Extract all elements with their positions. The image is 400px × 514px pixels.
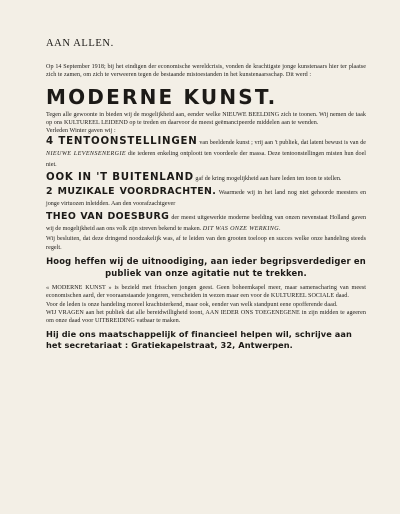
manifest-line-1: Hoog heffen wij de uitnoodiging, aan ieder begripsverdediger en — [46, 256, 366, 267]
paragraph-last-winter: Verleden Winter gaven wij : — [46, 128, 116, 135]
item-doesburg-italic: DIT WAS ONZE WERKING. — [202, 226, 281, 233]
item-abroad-text: gaf de kring mogelijkheid aan hare leden ten toon te stellen. — [195, 176, 342, 183]
manifest-line-2: publiek van onze agitatie nut te trekken. — [105, 267, 307, 278]
item-exhibitions — [46, 136, 366, 171]
intro-paragraph: Op 14 September 1918; bij het eindigen der economische wereldcrisis, vonden de krachtigste jonge kunstenaars hier ter plaatse zich te zamen, om zich te verweeren tegen de bestaande mistoestanden in het kunstenaarsschap. Dit werd : — [46, 64, 366, 79]
item-abroad-lead: OOK IN 'T BUITENLAND — [46, 172, 194, 184]
paragraph-request: WIJ VRAGEN aan het publiek dat alle bereidwilligheid toont, AAN IEDER ONS TOEGENEGENE in zijn midden te ageeren om onze daad voor UITBREIDING vatbaar te maken. — [46, 309, 366, 325]
paragraph-spirit: « MODERNE KUNST » is bezield met frisschen jongen geest. Geen boheemkapel meer, maar samenscharing van meest economischen aard, der vooraanstaande jongeren, verscheiden in wezen maar een voor de KULTUREEL SOCIALE daad. — [46, 285, 366, 300]
greeting-heading: AAN ALLEN. — [46, 38, 114, 49]
paragraph-mission: Tegen alle gewoonte in bieden wij de mogelijkheid aan, eender welke NIEUWE BEELDING zich te toonen. Wij nemen de taak op ons KULTUREEL LEIDEND op te treden en daarvoor de meest geëmancipeerde middelen aan te wenden. — [46, 111, 366, 126]
paragraph-members: Voor de leden is onze handeling moreel krachtsterkend, maar ook, eender van welk standpunt eene opofferende daad. — [46, 301, 338, 308]
paragraph-conclusion: Wij besluiten, dat deze dringend noodzakelijk was, af te leiden van den grooten toeloop en succes welke onze handeling steeds regelt. — [46, 236, 366, 251]
item-exhibitions-lead: 4 TENTOONSTELLINGEN — [46, 136, 198, 148]
item-exhibitions-italic: NIEUWE LEVENSENERGIE — [46, 151, 127, 158]
item-concerts — [46, 186, 366, 210]
item-doesburg-lead: THEO VAN DOESBURG — [46, 211, 170, 223]
item-concerts-lead: 2 MUZIKALE VOORDRACHTEN. — [46, 186, 217, 198]
item-doesburg — [46, 211, 366, 235]
closing-statement: Hij die ons maatschappelijk of financieel helpen wil, schrijve aan het secretariaat : Gratiekapelstraat, 32, Antwerpen. — [46, 328, 352, 350]
item-abroad — [46, 172, 366, 185]
item-exhibitions-text: van beeldende kunst ; vrij aan 't publiek, dat latent bewust is van de — [199, 140, 366, 147]
manifest-statement — [46, 256, 366, 279]
item-exhibitions-text2: die iederen enkeling ontploott ten voordeele der massa. Deze tentoonstellingen misten hun doel niet. — [46, 151, 366, 169]
item-concerts-text: Waarmede wij in het land nog niet gehoorde meesters en jonge virtuozen inleidden. Aan den voorafzachtgever — [46, 190, 366, 208]
main-title: MODERNE KUNST. — [46, 84, 278, 109]
item-doesburg-text: der meest uitgewerkte moderne beelding van onzen nevenstaat Holland gaven wij de mogelijkheid aan ons volk zijn streven bekend te maken. — [46, 215, 366, 233]
